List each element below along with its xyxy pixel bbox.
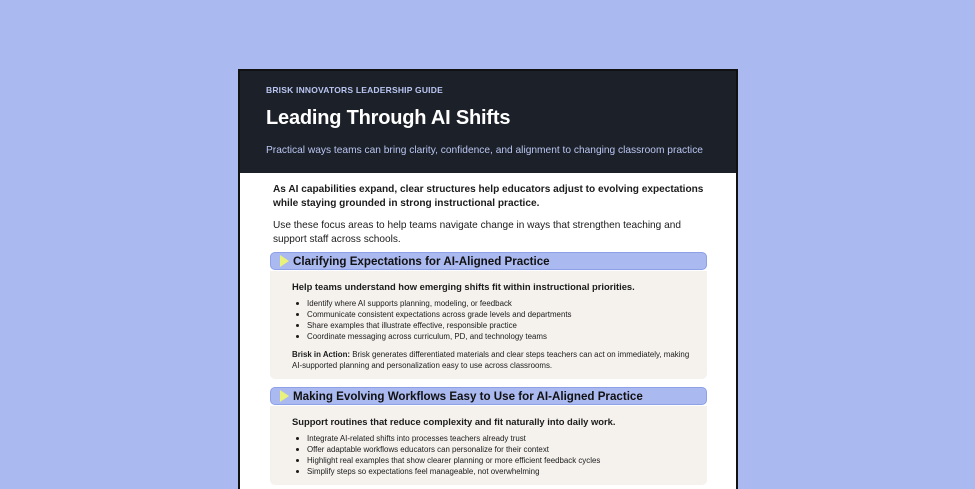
list-item: Highlight real examples that show clearer planning or more efficient feedback cycles [292,455,697,466]
guide-header [240,71,736,173]
section-evolving-workflows [270,387,707,485]
section-heading [270,252,707,270]
list-item: Share examples that illustrate effective, responsible practice [292,320,697,331]
list-item: Offer adaptable workflows educators can personalize for their context [292,444,697,455]
section-lead: Support routines that reduce complexity and fit naturally into daily work. [292,416,616,427]
guide-subtitle: Practical ways teams can bring clarity, confidence, and alignment to changing classroom practice [266,145,703,156]
list-item: Coordinate messaging across curriculum, PD, and technology teams [292,331,697,342]
section-lead: Help teams understand how emerging shifts fit within instructional priorities. [292,281,635,292]
intro-body: Use these focus areas to help teams navigate change in ways that strengthen teaching and support staff across schools. [273,220,681,245]
bullet-list [292,298,697,342]
brisk-in-action-text: Brisk generates differentiated materials and clear steps teachers can act on immediately, making AI-supported planning and personalization easy to use across classrooms. [292,350,690,370]
list-item: Identify where AI supports planning, modeling, or feedback [292,298,697,309]
brisk-in-action-label: Brisk in Action: [292,350,351,359]
guide-body [240,173,736,485]
list-item: Integrate AI-related shifts into processes teachers already trust [292,433,697,444]
section-clarifying-expectations [270,252,707,379]
section-card [270,406,707,485]
triangle-marker-icon [280,390,289,402]
section-heading [270,387,707,405]
section-card [270,271,707,379]
list-item: Simplify steps so expectations feel manageable, not overwhelming [292,466,697,477]
intro-lead: As AI capabilities expand, clear structures help educators adjust to evolving expectations while staying grounded in strong instructional practice. [273,184,704,209]
section-title: Clarifying Expectations for AI-Aligned Practice [293,254,550,268]
guide-document [238,69,738,489]
triangle-marker-icon [280,255,289,267]
list-item: Communicate consistent expectations across grade levels and departments [292,309,697,320]
brisk-in-action [292,350,697,371]
guide-title: Leading Through AI Shifts [266,107,511,129]
section-title: Making Evolving Workflows Easy to Use for AI-Aligned Practice [293,389,643,403]
bullet-list [292,433,697,477]
guide-eyebrow: BRISK INNOVATORS LEADERSHIP GUIDE [266,85,443,95]
